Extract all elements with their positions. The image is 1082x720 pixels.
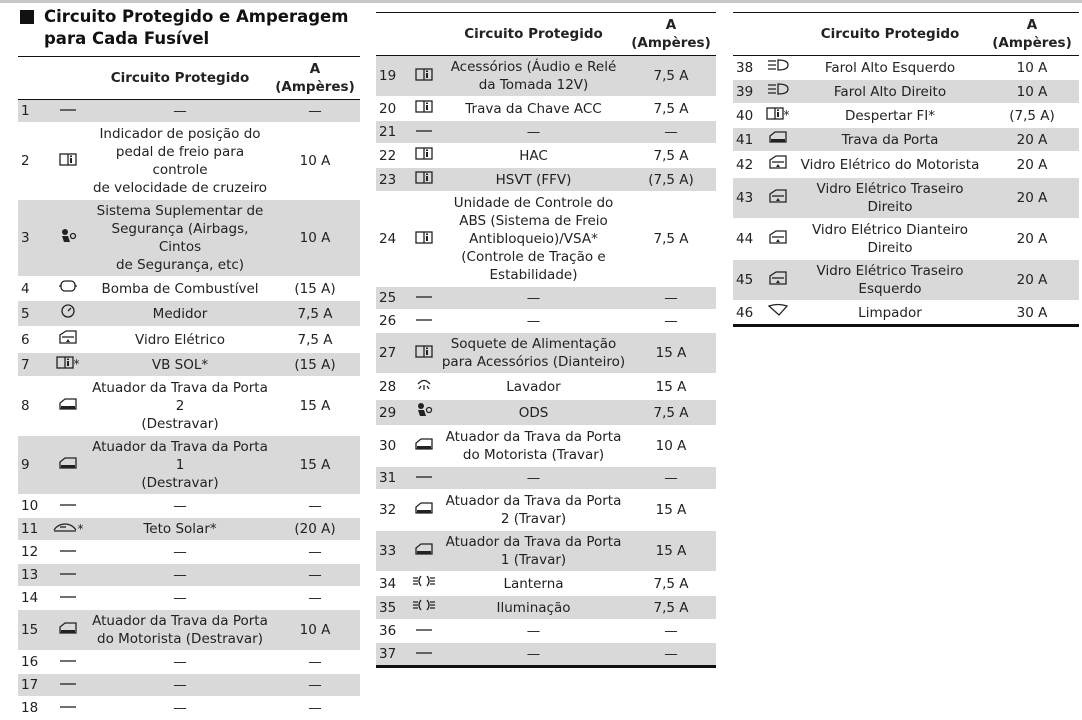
table-row xyxy=(18,651,360,674)
circuit-name: Vidro Elétrico Dianteiro Direito xyxy=(811,222,969,256)
icon-cell xyxy=(760,56,795,80)
amperage: 7,5 A xyxy=(653,231,689,247)
circuit-name: Lavador xyxy=(506,378,561,395)
circuit-name: Medidor xyxy=(90,301,270,327)
circuit-name: — xyxy=(526,313,541,329)
table-row xyxy=(18,301,360,327)
amperage: 10 A xyxy=(270,610,360,651)
icon-cell xyxy=(406,56,441,97)
power-window-icon xyxy=(768,229,788,250)
table-row xyxy=(733,178,1079,219)
table-row xyxy=(376,620,716,643)
fuse-number: 42 xyxy=(736,156,754,173)
header-amp: A (Ampères) xyxy=(626,13,716,56)
icon-cell xyxy=(45,674,90,697)
circuit-name: HAC xyxy=(519,147,548,164)
amperage: 10 A xyxy=(270,200,360,277)
amperage: — xyxy=(626,643,716,667)
icon-cell xyxy=(45,697,90,720)
table-row xyxy=(733,260,1079,301)
fuse-number: 32 xyxy=(379,502,397,518)
table-row xyxy=(18,495,360,518)
fuse-number: 24 xyxy=(379,231,397,247)
fuse-number: 12 xyxy=(21,544,39,560)
icon-cell xyxy=(45,327,90,353)
icon-cell xyxy=(406,168,441,192)
fuse-number: 19 xyxy=(376,56,406,97)
square-bullet-icon xyxy=(20,10,34,24)
fuse-number: 15 xyxy=(18,610,45,651)
circuit-name: Vidro Elétrico do Motorista xyxy=(800,156,980,173)
circuit-name: — xyxy=(173,590,187,606)
dash-icon xyxy=(59,497,77,515)
fuse-number: 21 xyxy=(376,121,406,144)
icon-cell xyxy=(760,301,795,326)
circuit-name: Bomba de Combustível xyxy=(101,280,259,297)
fuse-number: 29 xyxy=(376,400,406,426)
amperage: 20 A xyxy=(985,178,1079,219)
circuit-name: VB SOL* xyxy=(90,353,270,377)
fuse-number: 28 xyxy=(379,378,397,395)
dash-icon xyxy=(415,123,433,141)
fuse-number: 33 xyxy=(376,531,406,572)
circuit-name: Vidro Elétrico Traseiro Direito xyxy=(795,178,985,219)
circuit-name: Atuador da Trava da Porta do Motorista (Travar) xyxy=(445,429,622,463)
door-lock-icon xyxy=(768,130,788,149)
door-lock-icon xyxy=(414,437,434,456)
fuse-number: 11 xyxy=(18,518,45,541)
amperage: — xyxy=(308,544,322,560)
amperage: 15 A xyxy=(655,378,687,395)
fuse-number: 17 xyxy=(18,674,45,697)
header-amp: A (Ampères) xyxy=(985,13,1079,56)
circuit-name: Farol Alto Direito xyxy=(795,80,985,104)
door-lock-icon xyxy=(414,501,434,520)
table-row xyxy=(733,56,1079,80)
info-icon xyxy=(415,230,433,249)
dash-icon xyxy=(59,566,77,584)
amperage: — xyxy=(664,313,678,329)
circuit-name: Atuador da Trava da Porta 2 (Destravar) xyxy=(92,380,268,432)
circuit-name: — xyxy=(173,544,187,560)
circuit-name: — xyxy=(90,564,270,587)
amperage: 10 A xyxy=(655,438,687,454)
header-circuit: Circuito Protegido xyxy=(90,57,270,100)
fuse-number: 40 xyxy=(736,107,754,124)
amperage: — xyxy=(270,100,360,123)
amperage: (7,5 A) xyxy=(1009,107,1055,124)
amperage: — xyxy=(270,674,360,697)
high-beam-icon xyxy=(766,82,790,101)
fuse-number: 26 xyxy=(379,313,397,329)
amperage: 10 A xyxy=(299,153,331,169)
dash-icon xyxy=(59,699,77,717)
circuit-name: Iluminação xyxy=(441,596,626,620)
door-lock-icon xyxy=(58,456,78,475)
door-lock-icon xyxy=(414,542,434,561)
info-icon xyxy=(415,146,433,165)
fuse-number: 3 xyxy=(18,200,45,277)
fuel-pump-icon xyxy=(58,279,78,298)
dash-icon xyxy=(415,289,433,307)
icon-cell xyxy=(406,144,441,168)
icon-cell xyxy=(760,178,795,219)
table-row xyxy=(376,490,716,531)
table-row xyxy=(18,100,360,123)
fuse-number: 36 xyxy=(379,623,397,639)
fuse-table-3 xyxy=(733,12,1079,327)
circuit-name: Vidro Elétrico xyxy=(135,331,225,348)
door-lock-icon xyxy=(58,621,78,640)
table-row xyxy=(376,121,716,144)
amperage: 15 A xyxy=(270,436,360,495)
table-row xyxy=(376,531,716,572)
circuit-name: — xyxy=(90,100,270,123)
power-window-icon xyxy=(768,188,788,209)
fuse-number: 39 xyxy=(733,80,760,104)
circuit-name: Lanterna xyxy=(503,575,564,592)
circuit-name: Soquete de Alimentação para Acessórios (Dianteiro) xyxy=(441,333,626,374)
table-row xyxy=(18,327,360,353)
icon-cell xyxy=(406,531,441,572)
circuit-name: Trava da Porta xyxy=(795,128,985,152)
icon-cell xyxy=(406,97,441,121)
amperage: 7,5 A xyxy=(653,147,689,164)
icon-cell xyxy=(406,643,441,667)
amperage: — xyxy=(308,498,322,514)
parking-light-icon xyxy=(412,574,436,593)
icon-cell xyxy=(45,651,90,674)
fuse-number: 30 xyxy=(379,438,397,454)
door-lock-icon xyxy=(58,397,78,416)
icon-cell xyxy=(45,541,90,564)
amperage: — xyxy=(626,467,716,490)
fuse-number: 14 xyxy=(21,590,39,606)
table-row xyxy=(18,518,360,541)
asterisk: * xyxy=(73,357,80,371)
fuse-number: 44 xyxy=(736,231,754,247)
icon-cell xyxy=(45,495,90,518)
dash-icon xyxy=(59,102,77,120)
icon-cell xyxy=(760,128,795,152)
table-row xyxy=(733,80,1079,104)
fuse-number: 45 xyxy=(733,260,760,301)
fuse-number: 18 xyxy=(21,700,39,716)
sunroof-icon xyxy=(52,520,78,538)
asterisk: * xyxy=(77,522,84,536)
fuse-number: 6 xyxy=(21,331,30,348)
table-row xyxy=(376,643,716,667)
table-row xyxy=(18,587,360,610)
icon-cell xyxy=(45,100,90,123)
table-row xyxy=(733,219,1079,260)
table-row xyxy=(376,400,716,426)
amperage: 7,5 A xyxy=(653,100,689,117)
amperage: 15 A xyxy=(626,531,716,572)
fuse-number: 8 xyxy=(21,398,30,414)
amperage: 20 A xyxy=(1016,231,1048,247)
amperage: 20 A xyxy=(1016,156,1048,173)
icon-cell xyxy=(406,620,441,643)
fuse-number: 22 xyxy=(379,147,397,164)
gauge-icon xyxy=(60,303,76,324)
table-row xyxy=(376,168,716,192)
table-row xyxy=(733,128,1079,152)
table-row xyxy=(733,104,1079,128)
amperage: — xyxy=(626,121,716,144)
wiper-icon xyxy=(767,303,789,322)
amperage: 20 A xyxy=(985,260,1079,301)
circuit-name: Teto Solar* xyxy=(90,518,270,541)
icon-cell xyxy=(45,564,90,587)
table-row xyxy=(376,144,716,168)
table-row xyxy=(18,697,360,720)
table-row xyxy=(18,123,360,200)
fuse-number: 35 xyxy=(376,596,406,620)
icon-cell xyxy=(406,596,441,620)
icon-cell xyxy=(760,104,795,128)
info-icon xyxy=(415,344,433,363)
amperage: — xyxy=(308,654,322,670)
amperage: 7,5 A xyxy=(297,331,333,348)
fuse-number: 34 xyxy=(379,575,397,592)
icon-cell xyxy=(406,287,441,310)
circuit-name: HSVT (FFV) xyxy=(441,168,626,192)
table-row xyxy=(376,287,716,310)
table-row xyxy=(376,572,716,596)
section-title xyxy=(20,6,365,50)
table-row xyxy=(18,564,360,587)
circuit-name: — xyxy=(441,121,626,144)
circuit-name: — xyxy=(441,643,626,667)
fuse-table xyxy=(376,12,716,668)
fuse-number: 27 xyxy=(376,333,406,374)
amperage: 7,5 A xyxy=(626,56,716,97)
amperage: 30 A xyxy=(985,301,1079,326)
fuse-number: 1 xyxy=(18,100,45,123)
icon-cell xyxy=(45,301,90,327)
circuit-name: Farol Alto Esquerdo xyxy=(824,59,956,76)
icon-cell xyxy=(45,436,90,495)
table-row xyxy=(733,152,1079,178)
fuse-table xyxy=(18,56,360,720)
icon-cell xyxy=(406,400,441,426)
header-circuit: Circuito Protegido xyxy=(441,13,626,56)
circuit-name: — xyxy=(173,700,187,716)
circuit-name: Sistema Suplementar de Segurança (Airbags, Cintos de Segurança, etc) xyxy=(90,200,270,277)
icon-cell xyxy=(45,200,90,277)
info-icon xyxy=(59,152,77,171)
amperage: (20 A) xyxy=(270,518,360,541)
info-icon xyxy=(415,67,433,86)
amperage: 15 A xyxy=(626,333,716,374)
fuse-number: 38 xyxy=(736,59,754,76)
circuit-name: Acessórios (Áudio e Relé da Tomada 12V) xyxy=(441,56,626,97)
dash-icon xyxy=(59,589,77,607)
table-header xyxy=(18,57,360,100)
amperage: 15 A xyxy=(299,398,331,414)
table-row xyxy=(18,353,360,377)
amperage: — xyxy=(626,287,716,310)
fuse-number: 20 xyxy=(379,100,397,117)
dash-icon xyxy=(59,653,77,671)
header-circuit: Circuito Protegido xyxy=(795,13,985,56)
table-row xyxy=(18,541,360,564)
icon-cell xyxy=(406,374,441,400)
icon-cell xyxy=(406,467,441,490)
icon-cell xyxy=(406,490,441,531)
circuit-name: — xyxy=(173,498,187,514)
table-row xyxy=(18,436,360,495)
fuse-number: 9 xyxy=(18,436,45,495)
fuse-table xyxy=(733,12,1079,327)
airbag-icon xyxy=(59,228,77,249)
table-row xyxy=(376,596,716,620)
icon-cell xyxy=(406,333,441,374)
fuse-number: 31 xyxy=(376,467,406,490)
icon-cell xyxy=(45,277,90,301)
fuse-number: 23 xyxy=(376,168,406,192)
table-row xyxy=(376,310,716,333)
icon-cell xyxy=(406,192,441,287)
dash-icon xyxy=(415,469,433,487)
table-row xyxy=(376,97,716,121)
icon-cell xyxy=(760,152,795,178)
amperage: 7,5 A xyxy=(270,301,360,327)
icon-cell xyxy=(45,123,90,200)
high-beam-icon xyxy=(766,58,790,77)
dash-icon xyxy=(59,676,77,694)
fuse-number: 43 xyxy=(733,178,760,219)
circuit-name: Atuador da Trava da Porta 1 (Destravar) xyxy=(90,436,270,495)
fuse-number: 16 xyxy=(21,654,39,670)
info-icon xyxy=(415,99,433,118)
parking-light-icon xyxy=(412,598,436,617)
power-window-icon xyxy=(58,329,78,350)
fuse-number: 4 xyxy=(21,280,30,297)
table-row xyxy=(18,674,360,697)
fuse-number: 46 xyxy=(733,301,760,326)
circuit-name: — xyxy=(90,674,270,697)
icon-cell xyxy=(406,310,441,333)
amperage: 20 A xyxy=(985,128,1079,152)
table-header xyxy=(376,13,716,56)
amperage: — xyxy=(664,623,678,639)
fuse-number: 13 xyxy=(18,564,45,587)
washer-icon xyxy=(415,376,433,397)
airbag-icon xyxy=(415,402,433,423)
fuse-number: 37 xyxy=(376,643,406,667)
fuse-number: 2 xyxy=(21,153,30,169)
amperage: — xyxy=(308,590,322,606)
dash-icon xyxy=(415,312,433,330)
icon-cell xyxy=(45,518,90,541)
dash-icon xyxy=(59,543,77,561)
table-row xyxy=(733,301,1079,326)
amperage: 7,5 A xyxy=(653,575,689,592)
table-row xyxy=(18,200,360,277)
amperage: 7,5 A xyxy=(626,596,716,620)
amperage: 15 A xyxy=(655,502,687,518)
fuse-number: 41 xyxy=(733,128,760,152)
circuit-name: Despertar FI* xyxy=(844,107,936,124)
circuit-name: Indicador de posição do pedal de freio para controle de velocidade de cruzeiro xyxy=(92,126,267,196)
amperage: (15 A) xyxy=(270,353,360,377)
icon-cell xyxy=(760,260,795,301)
fuse-number: 10 xyxy=(21,498,39,514)
circuit-name: ODS xyxy=(441,400,626,426)
circuit-name: Atuador da Trava da Porta 1 (Travar) xyxy=(441,531,626,572)
fuse-number: 25 xyxy=(376,287,406,310)
circuit-name: — xyxy=(441,287,626,310)
amperage: (7,5 A) xyxy=(626,168,716,192)
icon-cell xyxy=(406,572,441,596)
dash-icon xyxy=(415,645,433,663)
icon-cell xyxy=(45,587,90,610)
info-icon xyxy=(415,170,433,189)
circuit-name: — xyxy=(173,654,187,670)
fuse-number: 7 xyxy=(18,353,45,377)
circuit-name: — xyxy=(441,467,626,490)
amperage: — xyxy=(270,564,360,587)
icon-cell xyxy=(760,219,795,260)
table-row xyxy=(18,610,360,651)
table-row xyxy=(18,377,360,436)
amperage: (15 A) xyxy=(294,280,336,297)
amperage: 10 A xyxy=(985,80,1079,104)
table-row xyxy=(376,426,716,467)
icon-cell xyxy=(45,377,90,436)
table-row xyxy=(376,333,716,374)
table-row xyxy=(376,56,716,97)
circuit-name: Limpador xyxy=(795,301,985,326)
circuit-name: Atuador da Trava da Porta 2 (Travar) xyxy=(445,493,622,527)
table-row xyxy=(18,277,360,301)
asterisk: * xyxy=(783,108,790,122)
table-header xyxy=(733,13,1079,56)
table-row xyxy=(376,374,716,400)
table-row xyxy=(376,192,716,287)
table-row xyxy=(376,467,716,490)
fuse-table-2 xyxy=(376,12,716,668)
top-rule xyxy=(0,0,1082,3)
power-window-icon xyxy=(768,270,788,291)
fuse-table-1 xyxy=(18,56,360,720)
circuit-name: Unidade de Controle do ABS (Sistema de Freio Antibloqueio)/VSA* (Controle de Tração e Estabilidade) xyxy=(453,195,614,283)
icon-cell xyxy=(45,353,90,377)
icon-cell xyxy=(760,80,795,104)
info-icon xyxy=(766,106,784,125)
icon-cell xyxy=(45,610,90,651)
icon-cell xyxy=(406,121,441,144)
amperage: 7,5 A xyxy=(626,400,716,426)
title-text: Circuito Protegido e Amperagem para Cada Fusível xyxy=(44,7,349,48)
circuit-name: Atuador da Trava da Porta do Motorista (Destravar) xyxy=(90,610,270,651)
info-icon xyxy=(56,355,74,374)
amperage: — xyxy=(308,700,322,716)
icon-cell xyxy=(406,426,441,467)
dash-icon xyxy=(415,622,433,640)
amperage: 10 A xyxy=(1016,59,1048,76)
fuse-number: 5 xyxy=(18,301,45,327)
power-window-icon xyxy=(768,154,788,175)
circuit-name: — xyxy=(526,623,541,639)
header-amp: A (Ampères) xyxy=(270,57,360,100)
circuit-name: Trava da Chave ACC xyxy=(465,100,602,117)
circuit-name: Vidro Elétrico Traseiro Esquerdo xyxy=(795,260,985,301)
